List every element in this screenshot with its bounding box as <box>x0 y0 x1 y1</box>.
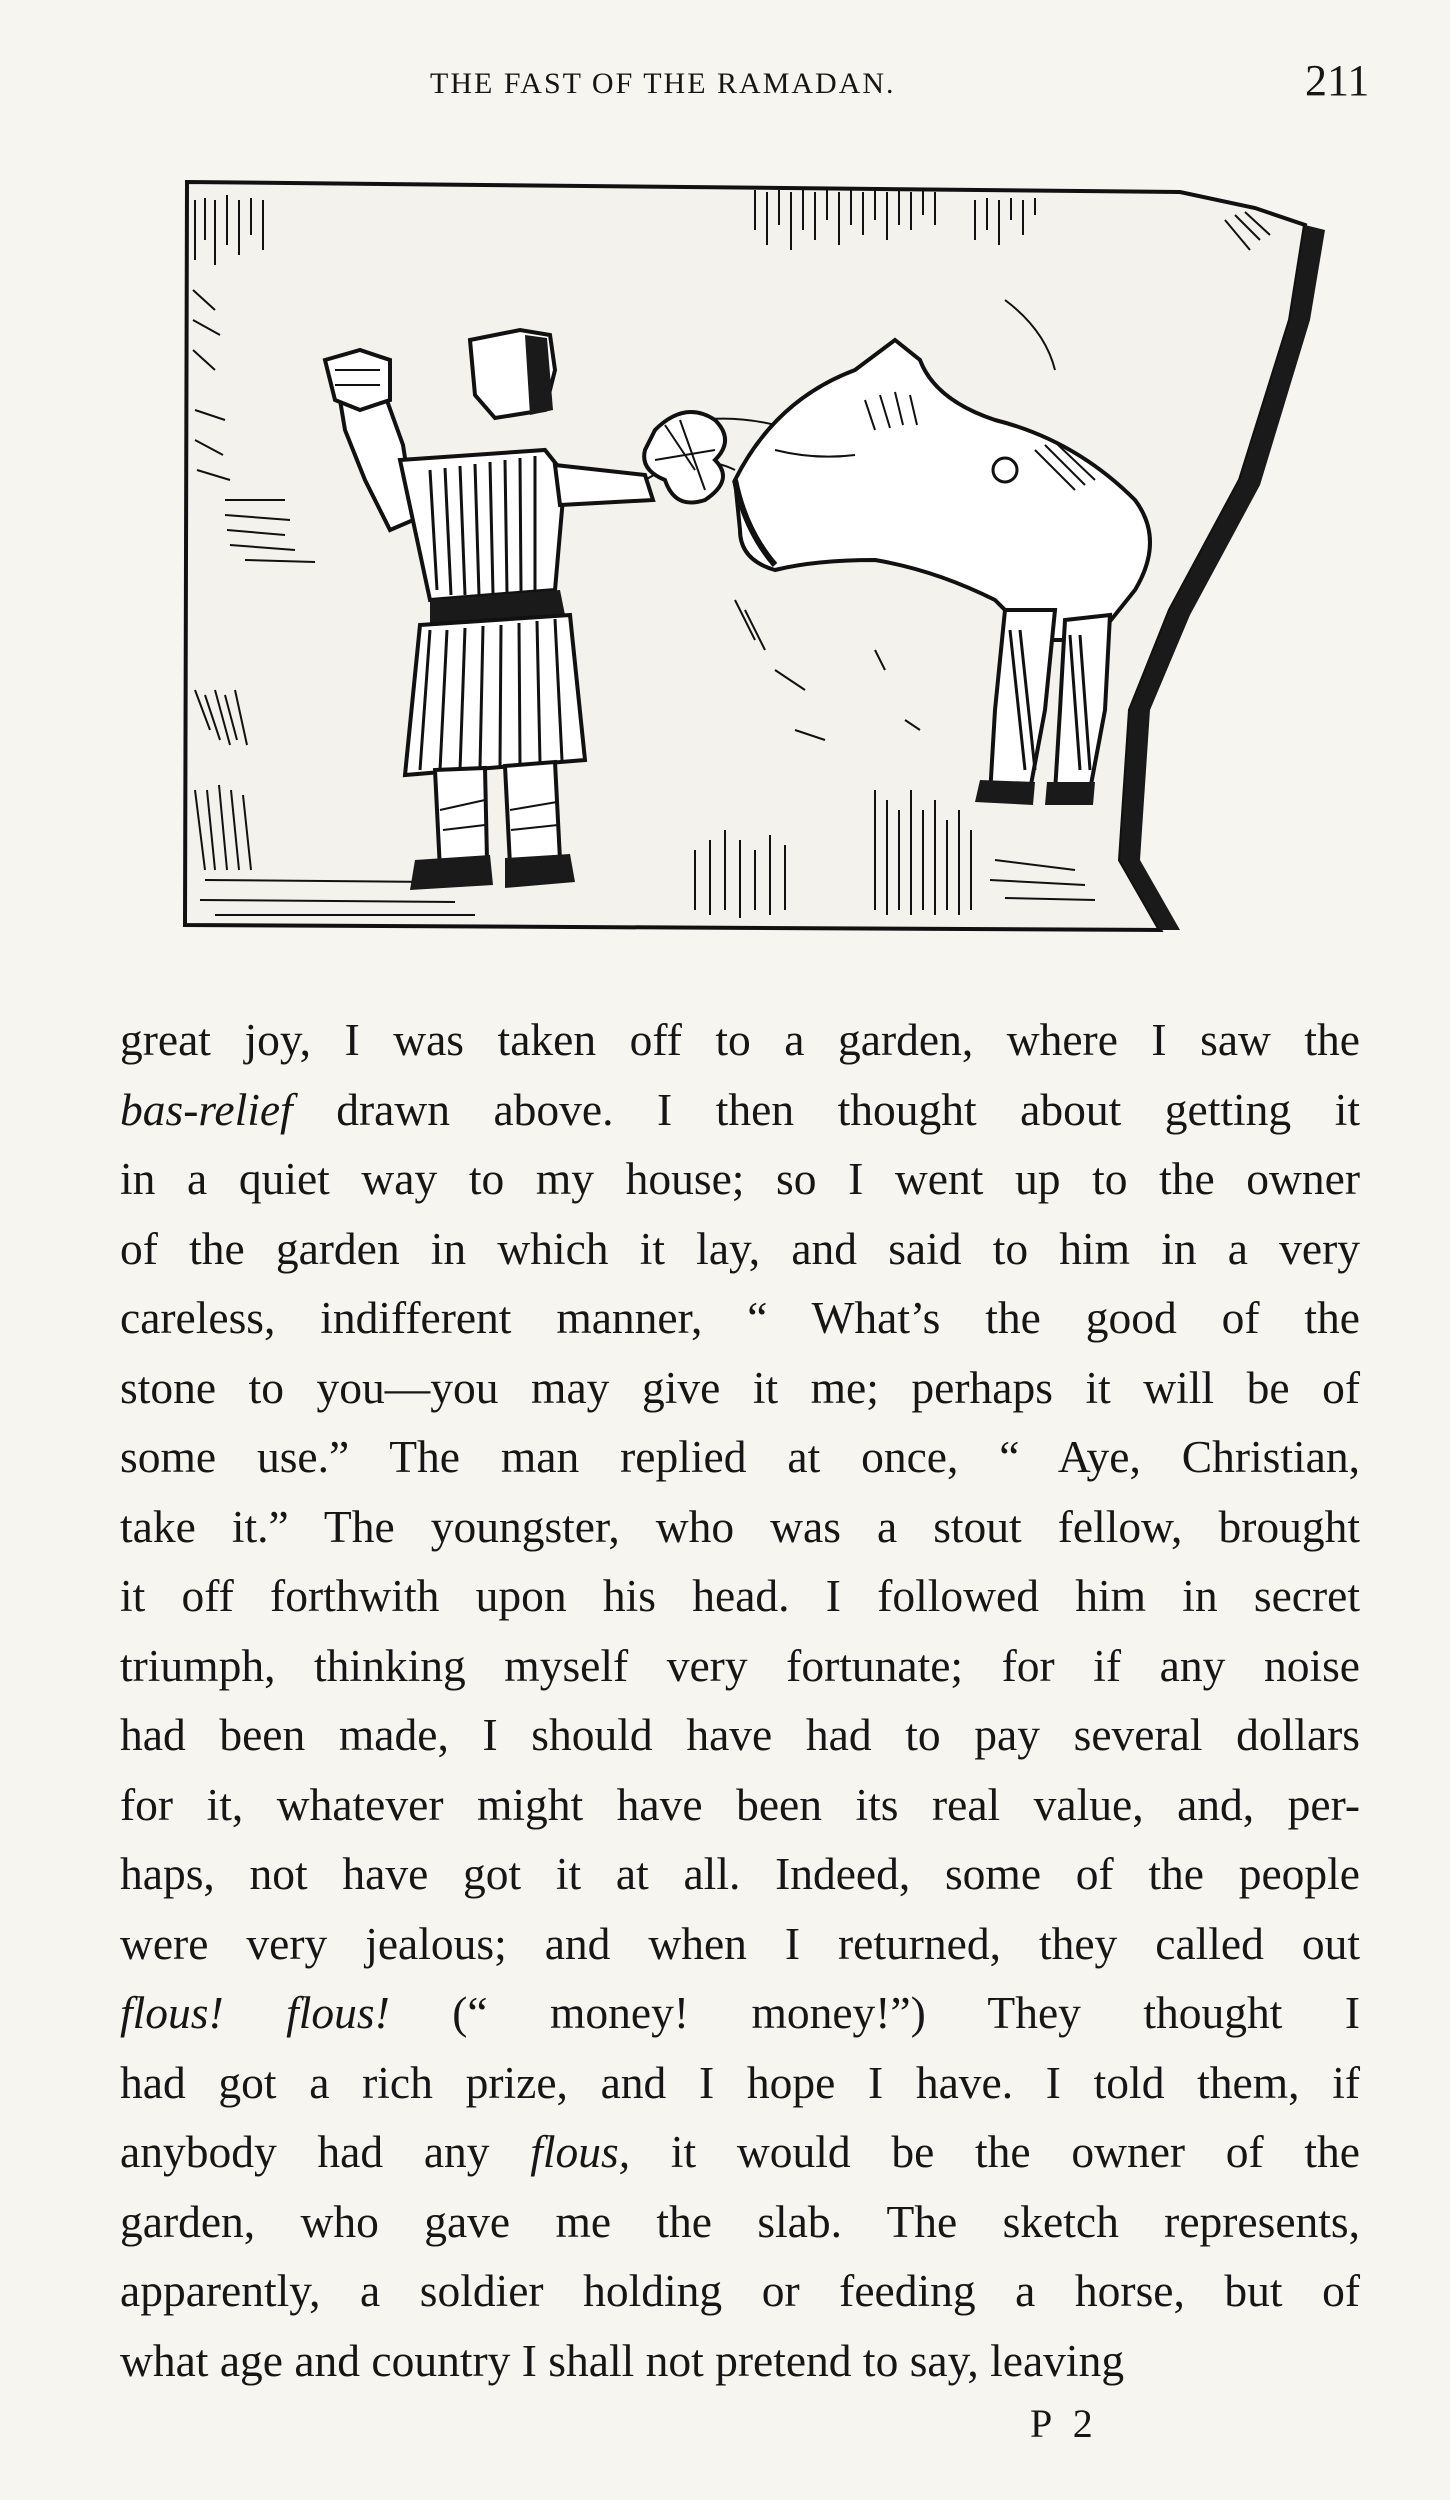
signature-mark: P 2 <box>1030 2401 1099 2446</box>
italic-term: flous, <box>530 2126 631 2177</box>
text-line: some use.” The man replied at once, “ Aye, Christian, <box>120 1431 1360 1482</box>
text-line: what age and country I shall not pretend to say, leaving <box>120 2334 1125 2386</box>
bas-relief-figure <box>175 170 1350 950</box>
text-line: great joy, I was taken off to a garden, where I saw the <box>120 1014 1360 1065</box>
text-line: stone to you—you may give it me; perhaps it will be of <box>120 1361 1360 1413</box>
bas-relief-illustration <box>175 170 1350 950</box>
running-head: THE FAST OF THE RAMADAN. <box>430 67 896 100</box>
text-line: had been made, I should have had to pay several dollars <box>120 1709 1360 1760</box>
text-line: it off forthwith upon his head. I followed him in secret <box>120 1570 1360 1621</box>
text-line: triumph, thinking myself very fortunate; for if any noise <box>120 1639 1360 1691</box>
text-line: of the garden in which it lay, and said to him in a very <box>120 1222 1360 1274</box>
body-text <box>120 1005 1360 2395</box>
text-line: flous! flous! (“ money! money!”) They thought I <box>120 1987 1360 2038</box>
text-line: in a quiet way to my house; so I went up to the owner <box>120 1153 1360 1204</box>
page-header <box>0 55 1450 125</box>
text-line: bas-relief drawn above. I then thought about getting it <box>120 1083 1360 1135</box>
page-number: 211 <box>1305 56 1370 105</box>
text-line: careless, indifferent manner, “ What’s the good of the <box>120 1292 1360 1343</box>
text-line: haps, not have got it at all. Indeed, some of the people <box>120 1848 1360 1899</box>
text-line: were very jealous; and when I returned, they called out <box>120 1917 1360 1969</box>
text-line: for it, whatever might have been its real value, and, per- <box>120 1778 1360 1830</box>
italic-term: bas-relief <box>120 1083 293 1135</box>
italic-term: flous! flous! <box>120 1987 390 2038</box>
text-line: had got a rich prize, and I hope I have. I told them, if <box>120 2056 1360 2108</box>
text-line: take it.” The youngster, who was a stout fellow, brought <box>120 1500 1360 1552</box>
text-line: garden, who gave me the slab. The sketch represents, <box>120 2195 1360 2247</box>
text-line: anybody had any flous, it would be the owner of the <box>120 2126 1360 2177</box>
text-line: apparently, a soldier holding or feeding a horse, but of <box>120 2265 1360 2316</box>
